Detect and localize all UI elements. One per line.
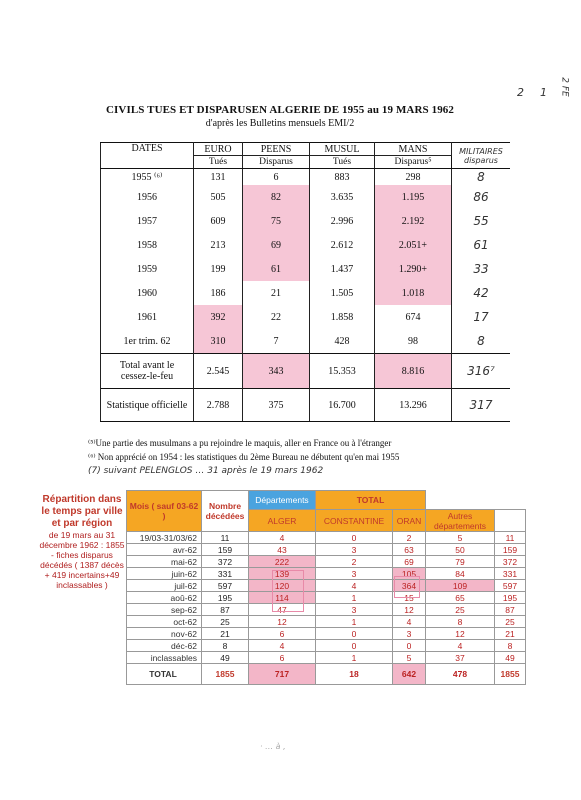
cell: 0 [316, 640, 393, 652]
cell: 331 [495, 568, 526, 580]
row-month: déc-62 [127, 640, 202, 652]
row-date: 1957 [101, 209, 194, 233]
row-date: 1955 ⁽⁶⁾ [101, 169, 194, 186]
col-constantine: CONSTANTINE [316, 510, 393, 532]
cell: 15.353 [310, 354, 375, 389]
col-mois: Mois ( sauf 03-62 ) [127, 491, 202, 532]
row-date: Statistique officielle [101, 389, 194, 422]
cell: 505 [194, 185, 243, 209]
cell: 609 [194, 209, 243, 233]
cell: 5 [426, 532, 495, 544]
cell: 50 [426, 544, 495, 556]
row-date: 1958 [101, 233, 194, 257]
cell: 3 [316, 568, 393, 580]
cell-highlighted: 1.290+ [375, 257, 452, 281]
cell: 0 [316, 628, 393, 640]
cell-highlighted: 61 [243, 257, 310, 281]
side-body: de 19 mars au 31 décembre 1962 : 1855 - fiches disparus décédés ( 1387 décès + 419 incertains+49 inclassables ) [39, 530, 125, 590]
cell-highlighted: 2.051+ [375, 233, 452, 257]
cell-highlighted: 222 [249, 556, 316, 568]
cell: 3 [316, 604, 393, 616]
table-row [101, 257, 511, 281]
cell: 199 [194, 257, 243, 281]
cell: 372 [202, 556, 249, 568]
cell: 98 [375, 329, 452, 354]
cell: 25 [426, 604, 495, 616]
cell: 5 [393, 652, 426, 664]
cell: 1 [316, 652, 393, 664]
cell: 2.612 [310, 233, 375, 257]
cell: 12 [393, 604, 426, 616]
cell: 4 [249, 532, 316, 544]
row-month: aoû-62 [127, 592, 202, 604]
highlight-box [272, 570, 304, 612]
cell-highlighted: 2.192 [375, 209, 452, 233]
row-date: 1961 [101, 305, 194, 329]
table-header-row [127, 491, 526, 510]
cell: 331 [202, 568, 249, 580]
cell: 1.858 [310, 305, 375, 329]
cell: 883 [310, 169, 375, 186]
official-stat-row [101, 389, 511, 422]
cell: 1 [316, 592, 393, 604]
row-date: Total avant le cessez-le-feu [101, 354, 194, 389]
cell: 11 [202, 532, 249, 544]
cell: 4 [393, 616, 426, 628]
cell: 298 [375, 169, 452, 186]
col-autres: Autres départements [426, 510, 495, 532]
cell: 0 [393, 640, 426, 652]
cell: 1.505 [310, 281, 375, 305]
cell: 1.437 [310, 257, 375, 281]
cell-highlighted: 642 [393, 664, 426, 685]
col-departements: Départements [249, 491, 316, 510]
cell: 8 [202, 640, 249, 652]
cell: 478 [426, 664, 495, 685]
cell: 15 [393, 592, 426, 604]
cell-highlighted: 364 [393, 580, 426, 592]
cell: 2 [316, 556, 393, 568]
document-subtitle: d'après les Bulletins mensuels EMI/2 [205, 118, 355, 129]
col-peens: PEENS [243, 143, 310, 156]
cell: 25 [202, 616, 249, 628]
col-oran: ORAN [393, 510, 426, 532]
table-row [127, 568, 526, 580]
cell-highlighted: 1.018 [375, 281, 452, 305]
col-total: TOTAL [316, 491, 426, 510]
row-month: juil-62 [127, 580, 202, 592]
table-row [127, 580, 526, 592]
cell: 674 [375, 305, 452, 329]
cell: 375 [243, 389, 310, 422]
cell: 2.996 [310, 209, 375, 233]
cell: 4 [316, 580, 393, 592]
table-row [127, 628, 526, 640]
cell: 87 [202, 604, 249, 616]
col-musul: MUSUL [310, 143, 375, 156]
col-dates: DATES [101, 143, 194, 169]
cell: 18 [316, 664, 393, 685]
cell-handwritten: 8 [452, 169, 511, 186]
total-row [101, 354, 511, 389]
cell: 47 [249, 604, 316, 616]
cell: 69 [393, 556, 426, 568]
cell: 87 [495, 604, 526, 616]
col-militaires: MILITAIRES disparus [452, 143, 511, 169]
cell-highlighted: 105 [393, 568, 426, 580]
corner-mark-1: 2 [517, 86, 524, 99]
cell-handwritten: 17 [452, 305, 511, 329]
subcol-tues: Tués [310, 156, 375, 169]
cell: 159 [495, 544, 526, 556]
table-row [101, 209, 511, 233]
cell: 597 [202, 580, 249, 592]
cell: 4 [426, 640, 495, 652]
cell: 6 [243, 169, 310, 186]
bottom-smudge: · … à , [260, 742, 286, 751]
cell-handwritten: 316⁷ [452, 354, 511, 389]
cell-highlighted: 82 [243, 185, 310, 209]
footnote-7-handwritten: (7) suivant PELENGLOS … 31 après le 19 mars 1962 [88, 466, 324, 476]
cell: 3 [393, 628, 426, 640]
row-month: sep-62 [127, 604, 202, 616]
cell: 6 [249, 628, 316, 640]
subcol-tues: Tués [194, 156, 243, 169]
cell-handwritten: 8 [452, 329, 511, 354]
highlight-box [394, 576, 420, 598]
row-date: 1er trim. 62 [101, 329, 194, 354]
cell: 3.635 [310, 185, 375, 209]
col-alger: ALGER [249, 510, 316, 532]
cell: 186 [194, 281, 243, 305]
cell: 4 [249, 640, 316, 652]
cell: 12 [249, 616, 316, 628]
subcol-disparus: Disparus⁵ [375, 156, 452, 169]
cell: 213 [194, 233, 243, 257]
cell: 1 [316, 616, 393, 628]
row-date: 1956 [101, 185, 194, 209]
cell: 2 [393, 532, 426, 544]
cell: 13.296 [375, 389, 452, 422]
col-euro: EURO [194, 143, 243, 156]
cell-highlighted: 109 [426, 580, 495, 592]
cell-highlighted: 717 [249, 664, 316, 685]
table-row [101, 169, 511, 186]
table-row [127, 544, 526, 556]
cell: 11 [495, 532, 526, 544]
side-description [38, 494, 126, 590]
cell: 21 [495, 628, 526, 640]
col-total-right [495, 510, 526, 532]
cell: 22 [243, 305, 310, 329]
cell: 6 [249, 652, 316, 664]
cell: 428 [310, 329, 375, 354]
cell: 2.545 [194, 354, 243, 389]
row-month: juin-62 [127, 568, 202, 580]
cell: 25 [495, 616, 526, 628]
cell: 63 [393, 544, 426, 556]
cell: 131 [194, 169, 243, 186]
cell-highlighted: 343 [243, 354, 310, 389]
document-title: CIVILS TUES ET DISPARUSEN ALGERIE DE 1955 au 19 MARS 1962 [105, 104, 454, 116]
row-month: mai-62 [127, 556, 202, 568]
cell: 49 [202, 652, 249, 664]
cell-highlighted: 1.195 [375, 185, 452, 209]
table-row [127, 592, 526, 604]
cell-highlighted: 120 [249, 580, 316, 592]
corner-mark-3: 2 FE [559, 77, 570, 97]
table-row [127, 652, 526, 664]
table-row [101, 281, 511, 305]
cell: 195 [202, 592, 249, 604]
cell: 1855 [202, 664, 249, 685]
cell: 43 [249, 544, 316, 556]
corner-mark-2: 1 [540, 86, 547, 99]
row-month: TOTAL [127, 664, 202, 685]
cell: 8 [495, 640, 526, 652]
table-row [101, 185, 511, 209]
cell: 84 [426, 568, 495, 580]
col-blank [426, 491, 526, 510]
table-row [101, 233, 511, 257]
cell: 7 [243, 329, 310, 354]
cell-handwritten: 33 [452, 257, 511, 281]
cell: 1855 [495, 664, 526, 685]
row-month: inclassables [127, 652, 202, 664]
cell: 65 [426, 592, 495, 604]
table-row [127, 604, 526, 616]
row-month: 19/03-31/03/62 [127, 532, 202, 544]
total-row [127, 664, 526, 685]
cell-handwritten: 55 [452, 209, 511, 233]
cell-highlighted: 69 [243, 233, 310, 257]
cell: 0 [316, 532, 393, 544]
cell: 79 [426, 556, 495, 568]
row-date: 1960 [101, 281, 194, 305]
cell-handwritten: 317 [452, 389, 511, 422]
side-heading: Répartition dans le temps par ville et par région [41, 494, 123, 529]
cell: 195 [495, 592, 526, 604]
cell-highlighted: 310 [194, 329, 243, 354]
table-row [127, 616, 526, 628]
cell: 49 [495, 652, 526, 664]
row-month: oct-62 [127, 616, 202, 628]
table-row [127, 640, 526, 652]
cell: 597 [495, 580, 526, 592]
col-nombre: Nombre décédées [202, 491, 249, 532]
row-month: nov-62 [127, 628, 202, 640]
footnote-5: ⁽⁵⁾Une partie des musulmans a pu rejoindre le maquis, aller en France ou à l'étranger [88, 438, 392, 448]
cell: 3 [316, 544, 393, 556]
cell: 21 [202, 628, 249, 640]
table-row [127, 556, 526, 568]
cell: 16.700 [310, 389, 375, 422]
table-header-row [101, 143, 511, 156]
cell-handwritten: 86 [452, 185, 511, 209]
cell-highlighted: 139 [249, 568, 316, 580]
cell: 8 [426, 616, 495, 628]
cell: 12 [426, 628, 495, 640]
cell: 37 [426, 652, 495, 664]
cell-highlighted: 8.816 [375, 354, 452, 389]
cell-highlighted: 392 [194, 305, 243, 329]
cell: 372 [495, 556, 526, 568]
footnote-6: ⁽⁶⁾ Non apprécié on 1954 : les statistiques du 2ème Bureau ne débutent qu'en mai 1955 [88, 452, 400, 462]
table-row [101, 305, 511, 329]
cell-highlighted: 114 [249, 592, 316, 604]
table-row [101, 329, 511, 354]
cell: 21 [243, 281, 310, 305]
row-month: avr-62 [127, 544, 202, 556]
row-date: 1959 [101, 257, 194, 281]
breakdown-table [126, 490, 526, 685]
table-row [127, 532, 526, 544]
casualties-table [100, 142, 510, 422]
cell: 2.788 [194, 389, 243, 422]
subcol-disparus: Disparus [243, 156, 310, 169]
cell-handwritten: 42 [452, 281, 511, 305]
col-mans: MANS [375, 143, 452, 156]
cell-highlighted: 75 [243, 209, 310, 233]
cell: 159 [202, 544, 249, 556]
cell-handwritten: 61 [452, 233, 511, 257]
